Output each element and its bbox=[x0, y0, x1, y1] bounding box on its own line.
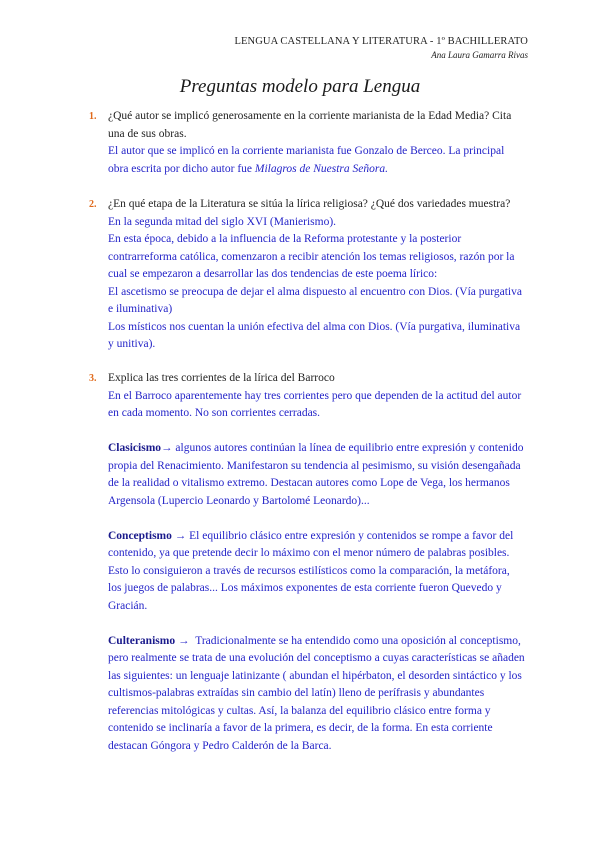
answer-2-line: El ascetismo se preocupa de dejar el alma dispuesto al encuentro con Dios. (Vía purgativa e iluminativa) bbox=[108, 285, 522, 315]
question-number-3: 3. bbox=[89, 373, 97, 384]
current-text: El equilibrio clásico entre expresión y contenidos se rompe a favor del contenido, ya que pretende decir lo máximo con el menor número de palabras posibles. Esto lo consiguieron a través de recursos estilísticos como la comparación, la metáfora, los juegos de palabras... Los máximos exponentes de esta corriente fueron Quevedo y Gracián. bbox=[108, 529, 514, 612]
answer-2-line: En la segunda mitad del siglo XVI (Manierismo). bbox=[108, 215, 337, 228]
arrow-right-icon: → bbox=[161, 442, 173, 454]
current-text: Tradicionalmente se ha entendido como una oposición al conceptismo, pero realmente se trata de una evolución del conceptismo a cuyas características se añaden las siguientes: un lenguaje latinizante ( abundan el hipérbaton, el desorden sintáctico y los cultismos-palabras extraídas sin cambio del latín) lleno de perífrasis y abundantes referencias mitológicas y cultas. Así, la balanza del equilibrio clásico entre forma y contenido se inclinaría a favor de la primera, es decir, de la forma. En esta corriente destacan Góngora y Pedro Calderón de la Barca. bbox=[108, 634, 525, 752]
current-clasicismo bbox=[108, 440, 526, 510]
question-2-block bbox=[108, 196, 526, 354]
answer-2-line: Los místicos nos cuentan la unión efectiva del alma con Dios. (Vía purgativa, iluminativa y unitiva). bbox=[108, 320, 521, 350]
arrow-right-icon: → bbox=[177, 634, 190, 647]
current-name: Clasicismo bbox=[108, 442, 162, 454]
question-number-2: 2. bbox=[89, 199, 97, 210]
question-3-block bbox=[108, 370, 526, 755]
current-conceptismo bbox=[108, 528, 526, 616]
answer-1-work: Milagros de Nuestra Señora. bbox=[254, 162, 388, 175]
question-number-1: 1. bbox=[89, 111, 97, 122]
header-author: Ana Laura Gamarra Rivas bbox=[431, 50, 528, 60]
current-name: Culteranismo bbox=[108, 634, 176, 647]
arrow-right-icon: → bbox=[174, 529, 187, 542]
header-course: LENGUA CASTELLANA Y LITERATURA - 1º BACHILLERATO bbox=[234, 36, 528, 47]
current-name: Conceptismo bbox=[108, 529, 172, 542]
answer-1-text: El autor que se implicó en la corriente marianista fue Gonzalo de Berceo. La principal obra escrita por dicho autor fue bbox=[108, 145, 505, 175]
question-1-block bbox=[108, 108, 526, 178]
current-culteranismo bbox=[108, 633, 526, 756]
answer-2-line: En esta época, debido a la influencia de la Reforma protestante y la posterior contrarreforma católica, comenzaron a recibir atención los temas religiosos, razón por la cual se empezaron a desarrollar las dos tendencias de este poema lírico: bbox=[108, 233, 515, 280]
page-title: Preguntas modelo para Lengua bbox=[179, 76, 421, 97]
current-text: algunos autores continúan la línea de equilibrio entre expresión y contenido propia del Renacimiento. Manifestaron su tendencia al pesimismo, su visión desengañada de la realidad o vitalismo extremo. Destacan autores como Lope de Vega, los hermanos Argensola (Lupercio Leonardo y Bartolomé Leonardo)... bbox=[108, 442, 524, 507]
answer-3-intro: En el Barroco aparentemente hay tres corrientes pero que dependen de la actitud del autor en cada momento. No son corrientes cerradas. bbox=[108, 389, 522, 419]
question-1-text: ¿Qué autor se implicó generosamente en la corriente marianista de la Edad Media? Cita una de sus obras. bbox=[108, 110, 512, 140]
question-3-text: Explica las tres corrientes de la lírica del Barroco bbox=[108, 372, 335, 384]
answer-1 bbox=[108, 143, 526, 178]
question-2-text: ¿En qué etapa de la Literatura se sitúa la lírica religiosa? ¿Qué dos variedades muestra? bbox=[108, 198, 511, 210]
